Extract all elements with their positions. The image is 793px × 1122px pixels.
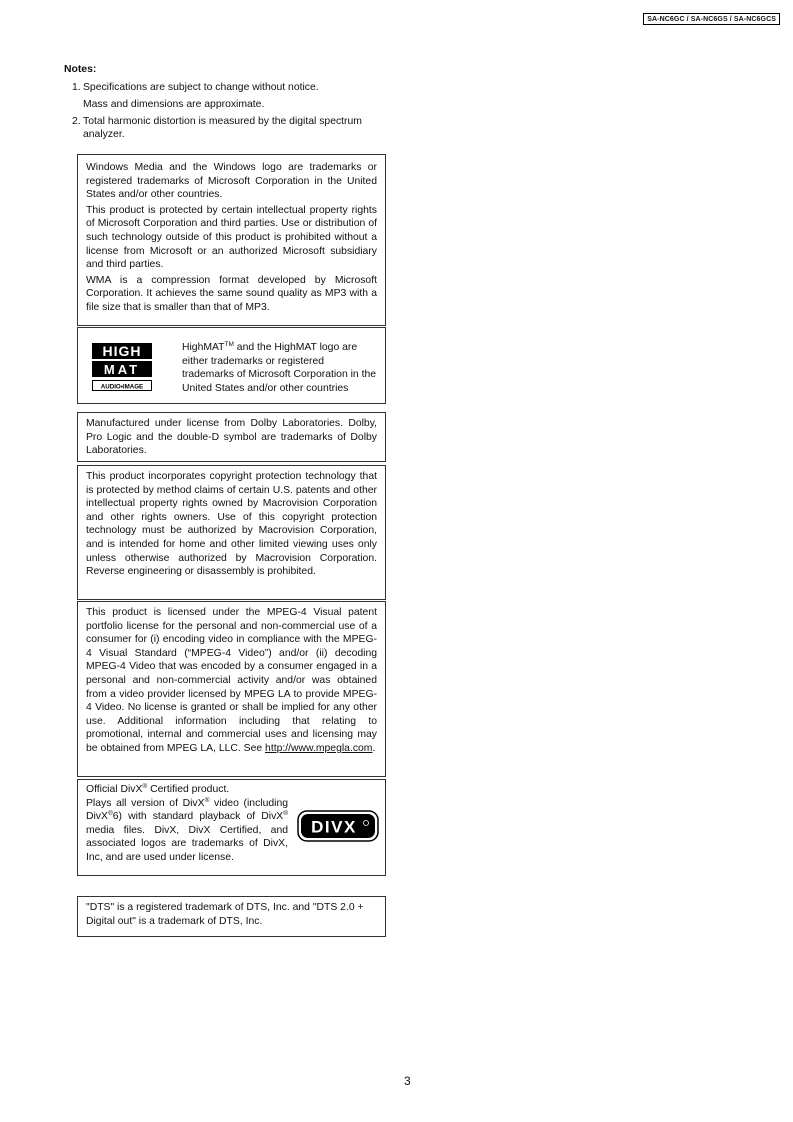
- note-item-1: [64, 81, 394, 111]
- highmat-logo: [92, 343, 152, 391]
- registered-symbol: ®: [107, 810, 113, 818]
- divx-notice: [77, 779, 386, 876]
- macrovision-text: This product incorporates copyright protection technology that is protected by method claims of certain U.S. patents and other intellectual property rights owned by Macrovision Corporation and other rights owners. Use of this copyright protection technology must be authorized by Macrovision Corporation, and is intended for home and other limited viewing uses only unless otherwise authorized by Macrovision Corporation. Reverse engineering or disassembly is prohibited.: [86, 471, 377, 578]
- mpeg4-body: This product is licensed under the MPEG-4 Visual patent portfolio license for the personal and non-commercial use of a consumer for (i) encoding video in compliance with the MPEG-4 Visual Standard (“MPEG-4 Video”) and/or (ii) decoding MPEG-4 Video that was encoded by a consumer engaged in a personal and non-commercial activity and/or was obtained from a video provider licensed by MPEG LA to provide MPEG-4 Video. No license is granted or shall be implied for any other use. Additional information including that relating to promotional, internal and commercial uses and licensing may be obtained from MPEG LA, LLC. See: [86, 607, 377, 754]
- divx-text: [86, 783, 288, 865]
- divx-line1: Official DivX: [86, 784, 143, 795]
- highmat-logo-line2: MAT: [103, 362, 141, 377]
- notes-section: [64, 63, 394, 145]
- divx-line2d: media files. DivX, DivX Certified, and associated logos are trademarks of DivX, Inc, and are used under license.: [86, 824, 288, 863]
- divx-line2b: video (including DivX: [86, 797, 289, 823]
- divx-line2c: 6) with standard playback of DivX: [112, 811, 284, 823]
- mpeg4-text: [86, 606, 377, 756]
- dts-text: "DTS" is a registered trademark of DTS, Inc. and "DTS 2.0 + Digital out" is a trademark of DTS, Inc.: [86, 902, 364, 927]
- divx-line2: Plays all version of DivX: [86, 797, 205, 809]
- highmat-name: HighMAT: [182, 342, 225, 353]
- model-codes-header: SA-NC6GC / SA-NC6GS / SA-NC6GCS: [643, 13, 780, 25]
- mpegla-link[interactable]: http://www.mpegla.com: [265, 742, 373, 754]
- mpeg4-notice: [77, 601, 386, 777]
- microsoft-ip-paragraph: This product is protected by certain intellectual property rights of Microsoft Corporation and third parties. Use or distribution of such technology outside of this product is prohibited without a license from Microsoft or an authorized Microsoft subsidiary and third parties.: [86, 204, 377, 271]
- wma-paragraph: WMA is a compression format developed by Microsoft Corporation. It achieves the same sound quality as MP3 with a file size that is smaller than that of MP3.: [86, 274, 377, 313]
- highmat-text: [182, 341, 378, 395]
- note-number: 2.: [72, 116, 81, 127]
- dts-notice: [77, 896, 386, 937]
- note-number: 1.: [72, 82, 81, 93]
- trademark-symbol: TM: [224, 341, 234, 348]
- notes-title: Notes:: [64, 64, 97, 75]
- registered-symbol: ®: [204, 796, 210, 804]
- divx-logo: [297, 810, 379, 842]
- dolby-text: Manufactured under license from Dolby Laboratories. Dolby, Pro Logic and the double-D symbol are trademarks of Dolby Laboratories.: [86, 418, 377, 457]
- dolby-notice: [77, 412, 386, 462]
- windows-media-notice: [77, 154, 386, 326]
- highmat-description: and the HighMAT logo are either trademarks or registered trademarks of Microsoft Corporation in the United States and/or other countries: [182, 342, 377, 394]
- divx-line1-end: Certified product.: [147, 784, 230, 795]
- page-number: 3: [404, 1074, 411, 1088]
- note-text: Total harmonic distortion is measured by the digital spectrum analyzer.: [83, 116, 362, 140]
- note-text: Specifications are subject to change without notice.: [83, 82, 319, 93]
- highmat-logo-line1: HIGH: [102, 343, 142, 359]
- registered-symbol: ®: [142, 783, 148, 790]
- note-item-2: [64, 115, 394, 141]
- mpeg4-end: .: [372, 742, 376, 754]
- note-text: Mass and dimensions are approximate.: [83, 99, 265, 110]
- windows-media-paragraph: Windows Media and the Windows logo are trademarks or registered trademarks of Microsoft Corporation in the United States and/or other countries.: [86, 162, 377, 201]
- divx-logo-text: DIVX: [311, 817, 357, 837]
- highmat-logo-line3: AUDIO•IMAGE: [100, 383, 144, 391]
- registered-symbol: ®: [283, 810, 288, 818]
- highmat-notice: [77, 327, 386, 404]
- macrovision-notice: [77, 465, 386, 600]
